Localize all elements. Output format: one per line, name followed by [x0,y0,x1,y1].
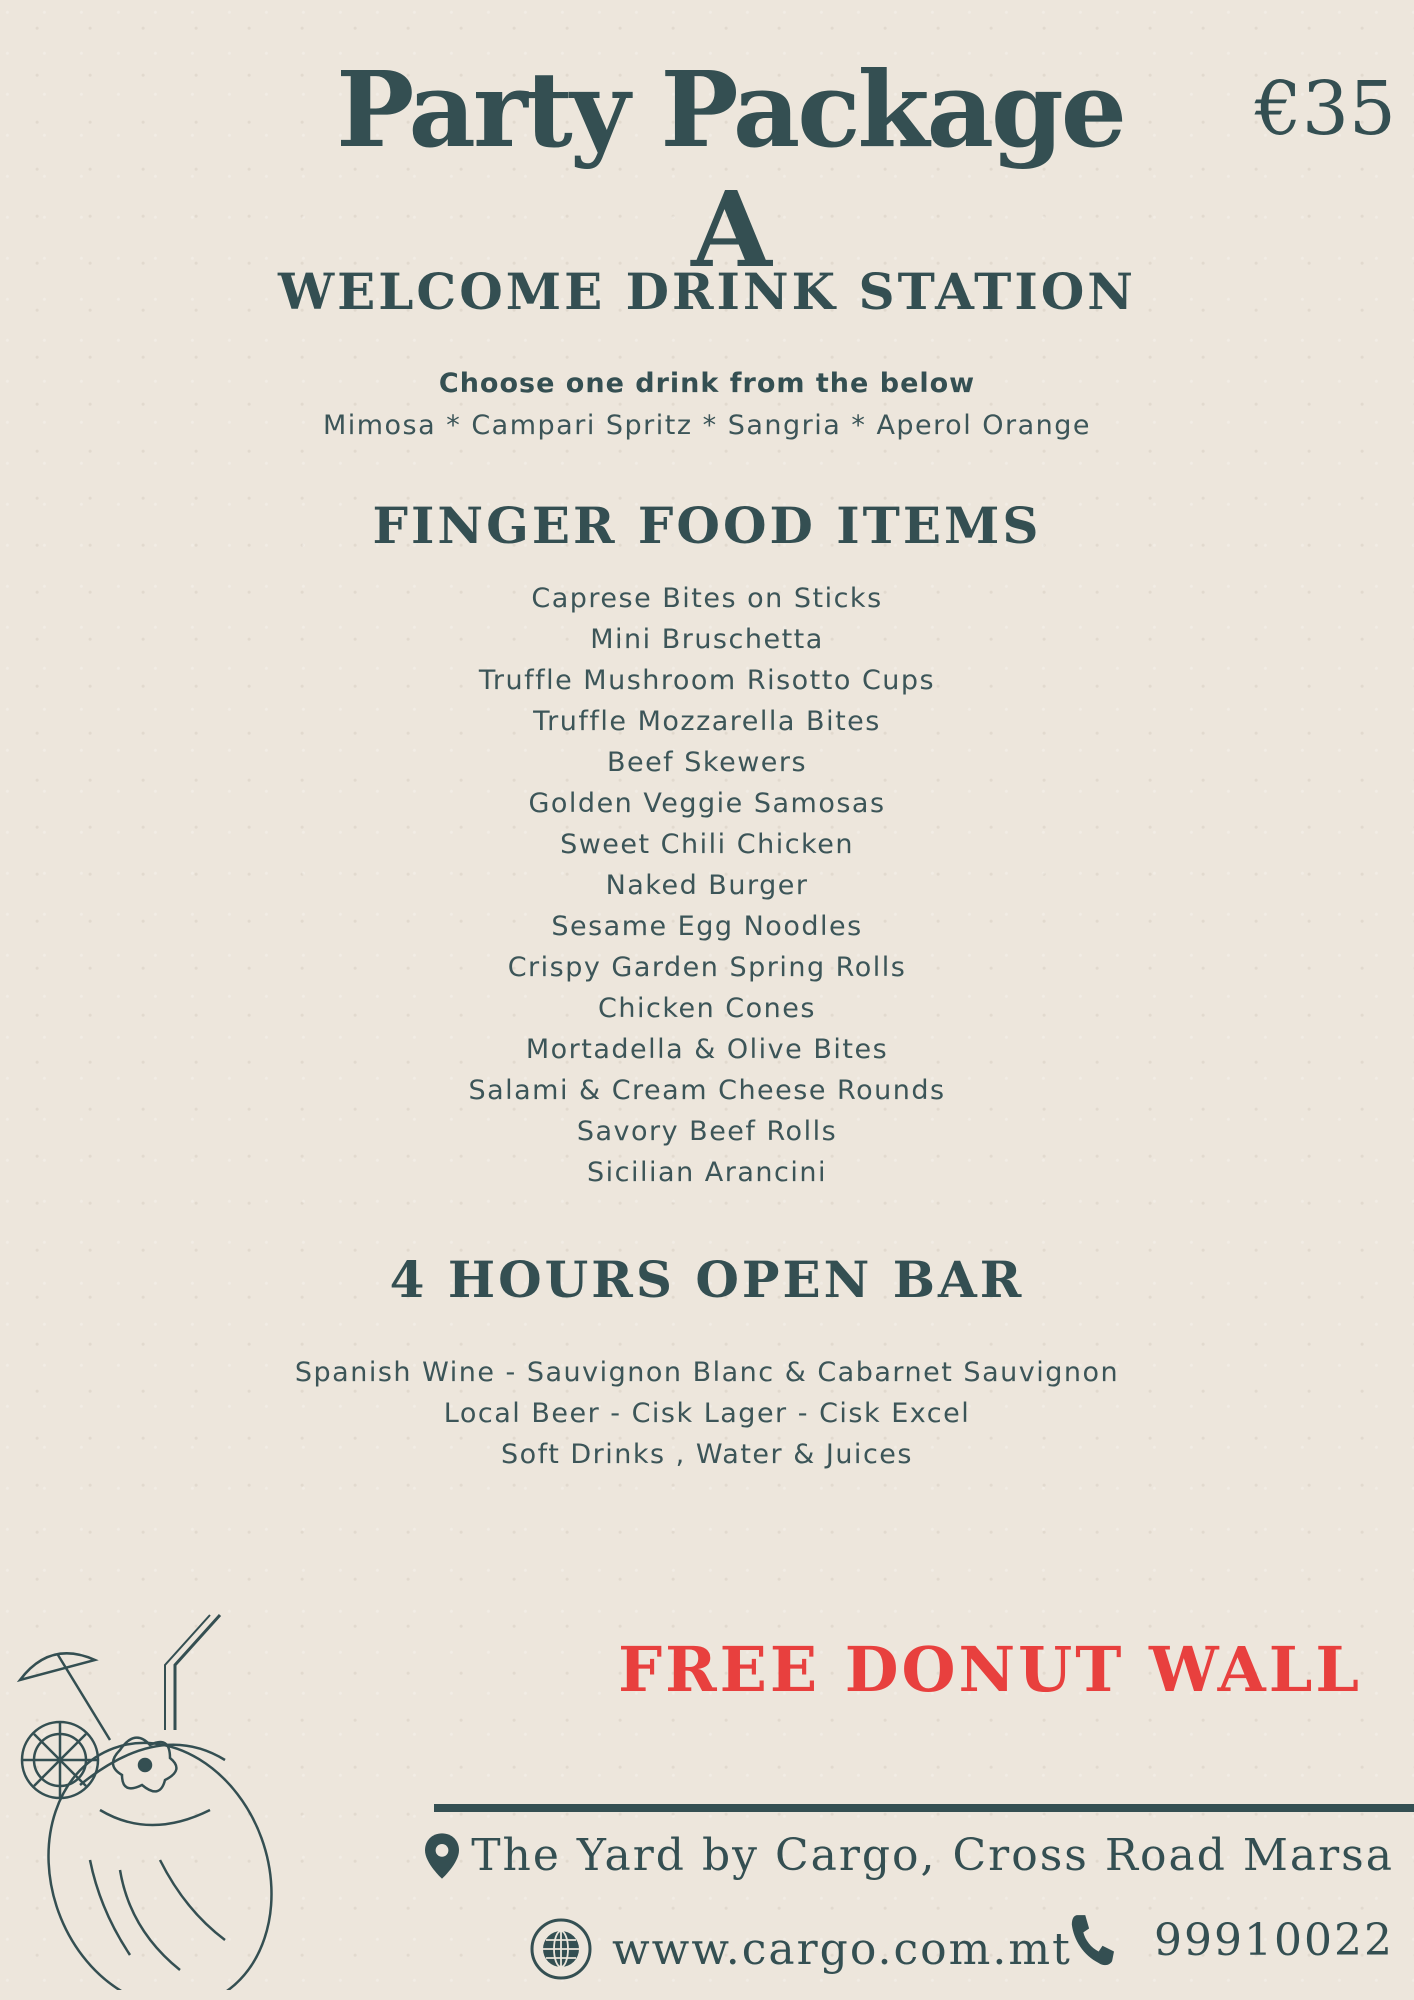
address-text: The Yard by Cargo, Cross Road Marsa [471,1830,1394,1881]
globe-icon [530,1918,592,1980]
open-bar-heading: 4 HOURS OPEN BAR [389,1250,1025,1309]
finger-food-item: Caprese Bites on Sticks [531,583,883,614]
finger-food-item: Truffle Mushroom Risotto Cups [478,665,936,696]
open-bar-item: Soft Drinks , Water & Juices [501,1439,913,1470]
footer-phone[interactable] [1068,1912,1394,1968]
finger-food-heading: FINGER FOOD ITEMS [372,496,1042,555]
coconut-cocktail-icon [10,1610,290,1990]
open-bar-item: Spanish Wine - Sauvignon Blanc & Cabarnet Sauvignon [294,1357,1120,1388]
package-price: €35 [1254,66,1396,152]
finger-food-item: Sesame Egg Noodles [551,911,863,942]
open-bar-list [0,1352,1414,1475]
finger-food-item: Mini Bruschetta [590,624,824,655]
finger-food-item: Savory Beef Rolls [576,1116,838,1147]
finger-food-item: Salami & Cream Cheese Rounds [468,1075,946,1106]
footer-divider [434,1804,1414,1812]
map-pin-icon [425,1833,459,1879]
footer-website[interactable] [530,1918,1072,1980]
promo-banner: FREE DONUT WALL [618,1633,1362,1706]
finger-food-item: Chicken Cones [598,993,816,1024]
open-bar-item: Local Beer - Cisk Lager - Cisk Excel [443,1398,971,1429]
phone-number[interactable]: 99910022 [1154,1914,1394,1966]
finger-food-list [0,578,1414,1193]
finger-food-item: Crispy Garden Spring Rolls [507,952,907,983]
welcome-drink-options: Mimosa * Campari Spritz * Sangria * Aperol Orange [322,410,1092,441]
welcome-drink-heading: WELCOME DRINK STATION [278,262,1136,321]
footer-address [425,1830,1394,1881]
finger-food-item: Golden Veggie Samosas [528,788,886,819]
finger-food-item: Sicilian Arancini [587,1157,827,1188]
finger-food-item: Mortadella & Olive Bites [525,1034,889,1065]
website-link[interactable]: www.cargo.com.mt [612,1923,1072,1975]
finger-food-item: Beef Skewers [606,747,808,778]
page-title: Party Package A [336,48,1124,291]
finger-food-item: Naked Burger [605,870,809,901]
welcome-drink-instruction: Choose one drink from the below [438,368,976,399]
phone-icon [1068,1912,1114,1968]
finger-food-item: Sweet Chili Chicken [560,829,854,860]
finger-food-item: Truffle Mozzarella Bites [533,706,881,737]
